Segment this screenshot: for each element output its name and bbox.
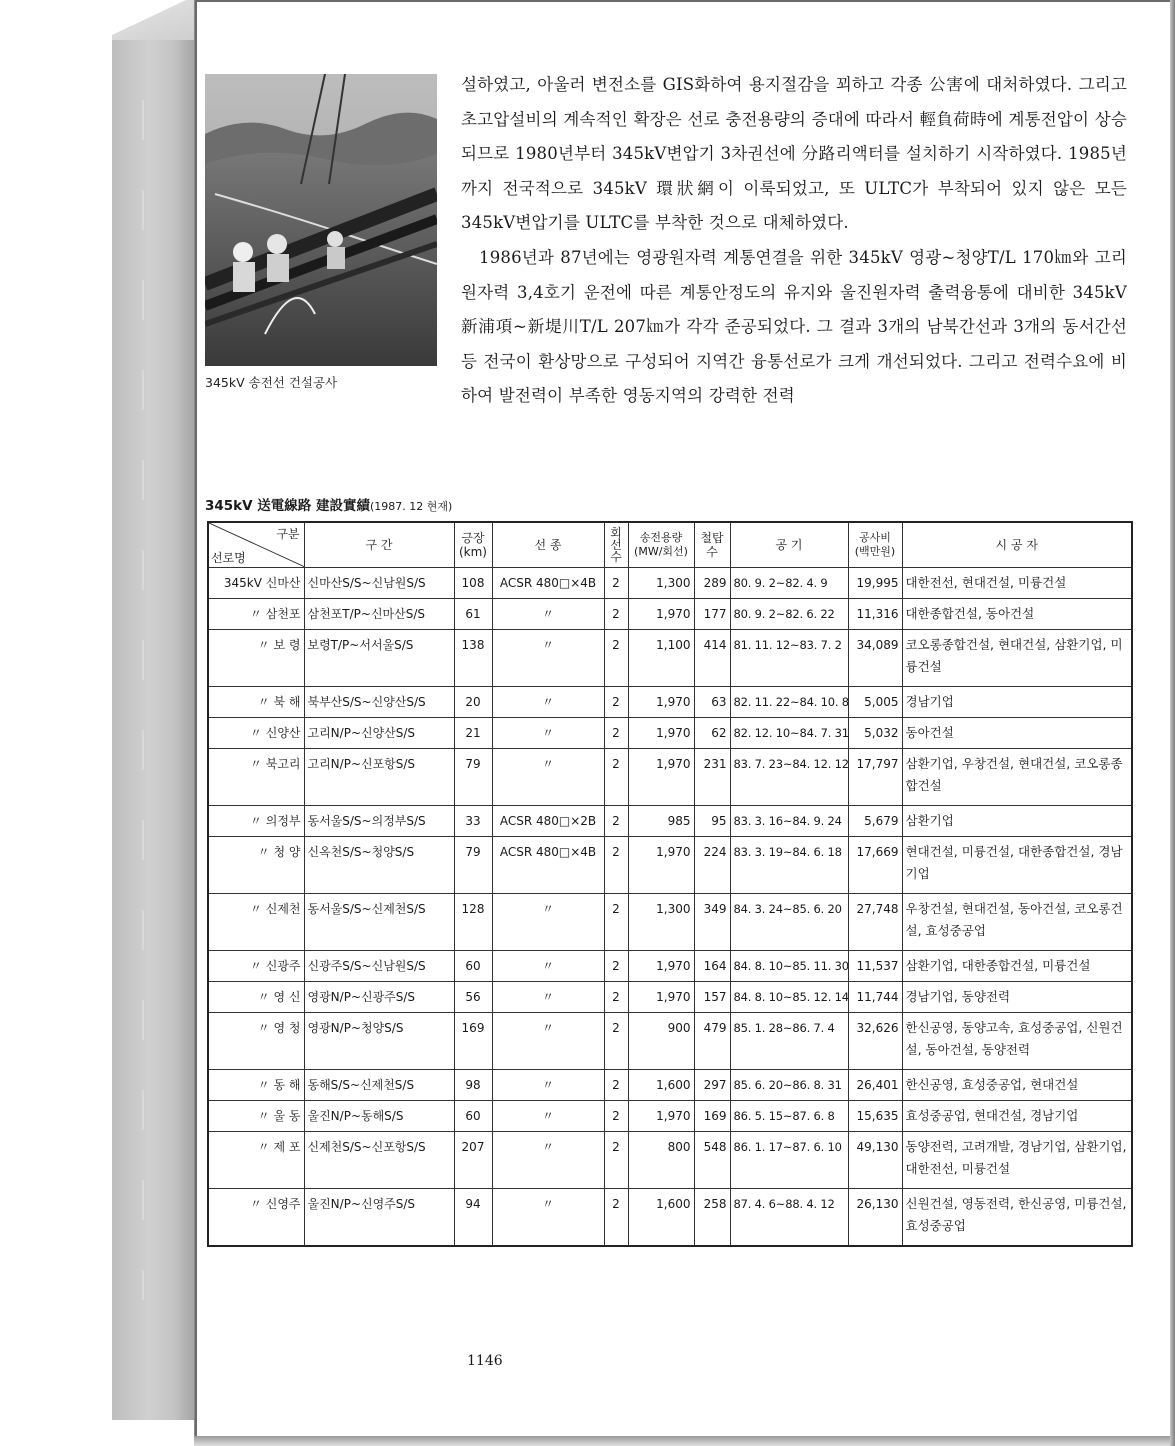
cell-cost: 26,401 — [848, 1070, 902, 1101]
table-row — [208, 630, 1132, 687]
table-row — [208, 1070, 1132, 1101]
cell-conductor: 〃 — [492, 718, 604, 749]
cell-section: 고리N/P~신포항S/S — [304, 749, 454, 806]
cell-conductor: 〃 — [492, 894, 604, 951]
cell-circuits: 2 — [604, 982, 628, 1013]
cell-conductor: 〃 — [492, 982, 604, 1013]
header-conductor: 선 종 — [492, 522, 604, 568]
cell-towers: 231 — [694, 749, 730, 806]
cell-length: 207 — [454, 1132, 492, 1189]
cell-section: 동서울S/S~의정부S/S — [304, 806, 454, 837]
cell-period: 85. 6. 20~86. 8. 31 — [730, 1070, 848, 1101]
cell-towers: 164 — [694, 951, 730, 982]
cell-line-name: 〃 북고리 — [208, 749, 304, 806]
cell-capacity: 1,600 — [628, 1070, 694, 1101]
cell-towers: 297 — [694, 1070, 730, 1101]
cell-conductor: 〃 — [492, 687, 604, 718]
cell-line-name: 〃 의정부 — [208, 806, 304, 837]
cell-period: 83. 3. 19~84. 6. 18 — [730, 837, 848, 894]
cell-period: 82. 12. 10~84. 7. 31 — [730, 718, 848, 749]
cell-contractor: 한신공영, 효성중공업, 현대건설 — [902, 1070, 1132, 1101]
cell-conductor: 〃 — [492, 1189, 604, 1247]
cell-section: 울진N/P~동해S/S — [304, 1101, 454, 1132]
cell-towers: 414 — [694, 630, 730, 687]
cell-conductor: 〃 — [492, 1132, 604, 1189]
cell-section: 동서울S/S~신제천S/S — [304, 894, 454, 951]
cell-towers: 63 — [694, 687, 730, 718]
cell-towers: 289 — [694, 568, 730, 599]
cell-length: 138 — [454, 630, 492, 687]
cell-towers: 548 — [694, 1132, 730, 1189]
table-title-main: 345kV 送電線路 建設實績 — [205, 498, 371, 514]
cell-conductor: 〃 — [492, 1101, 604, 1132]
cell-period: 83. 3. 16~84. 9. 24 — [730, 806, 848, 837]
cell-length: 61 — [454, 599, 492, 630]
cell-section: 신마산S/S~신남원S/S — [304, 568, 454, 599]
cell-capacity: 1,970 — [628, 749, 694, 806]
table-row — [208, 1013, 1132, 1070]
cell-circuits: 2 — [604, 630, 628, 687]
cell-cost: 19,995 — [848, 568, 902, 599]
cell-period: 80. 9. 2~82. 6. 22 — [730, 599, 848, 630]
cell-length: 169 — [454, 1013, 492, 1070]
header-towers: 철탑 수 — [694, 522, 730, 568]
cell-capacity: 1,970 — [628, 718, 694, 749]
cell-towers: 224 — [694, 837, 730, 894]
cell-conductor: ACSR 480□×4B — [492, 568, 604, 599]
cell-contractor: 삼환기업, 대한종합건설, 미륭건설 — [902, 951, 1132, 982]
cell-capacity: 1,600 — [628, 1189, 694, 1247]
cell-contractor: 현대건설, 미륭건설, 대한종합건설, 경남기업 — [902, 837, 1132, 894]
cell-section: 북부산S/S~신양산S/S — [304, 687, 454, 718]
cell-line-name: 〃 영 신 — [208, 982, 304, 1013]
page-right-edge — [1170, 0, 1175, 1446]
cell-line-name: 〃 신영주 — [208, 1189, 304, 1247]
cell-period: 86. 5. 15~87. 6. 8 — [730, 1101, 848, 1132]
cell-cost: 49,130 — [848, 1132, 902, 1189]
cell-line-name: 〃 북 해 — [208, 687, 304, 718]
cell-section: 울진N/P~신영주S/S — [304, 1189, 454, 1247]
cell-circuits: 2 — [604, 568, 628, 599]
book-spine — [112, 40, 194, 1420]
cell-contractor: 효성중공업, 현대건설, 경남기업 — [902, 1101, 1132, 1132]
cell-circuits: 2 — [604, 749, 628, 806]
cell-capacity: 1,970 — [628, 1101, 694, 1132]
table-row — [208, 1189, 1132, 1247]
cell-circuits: 2 — [604, 1070, 628, 1101]
cell-circuits: 2 — [604, 599, 628, 630]
cell-capacity: 800 — [628, 1132, 694, 1189]
cell-contractor: 대한전선, 현대건설, 미륭건설 — [902, 568, 1132, 599]
cell-conductor: 〃 — [492, 599, 604, 630]
cell-line-name: 〃 울 동 — [208, 1101, 304, 1132]
cell-section: 영광N/P~청양S/S — [304, 1013, 454, 1070]
body-text — [461, 68, 1127, 414]
table-row — [208, 1101, 1132, 1132]
cell-conductor: ACSR 480□×4B — [492, 837, 604, 894]
table-row — [208, 718, 1132, 749]
cell-length: 94 — [454, 1189, 492, 1247]
cell-towers: 479 — [694, 1013, 730, 1070]
cell-towers: 169 — [694, 1101, 730, 1132]
cell-length: 56 — [454, 982, 492, 1013]
header-section: 구 간 — [304, 522, 454, 568]
cell-cost: 17,797 — [848, 749, 902, 806]
header-line-name: 선로명 — [211, 551, 246, 565]
table-row — [208, 837, 1132, 894]
cell-line-name: 〃 삼천포 — [208, 599, 304, 630]
cell-period: 84. 3. 24~85. 6. 20 — [730, 894, 848, 951]
construction-table — [207, 521, 1133, 1247]
cell-line-name: 〃 청 양 — [208, 837, 304, 894]
cell-conductor: 〃 — [492, 1013, 604, 1070]
cell-period: 82. 11. 22~84. 10. 8 — [730, 687, 848, 718]
cell-towers: 258 — [694, 1189, 730, 1247]
cell-capacity: 1,100 — [628, 630, 694, 687]
cell-period: 86. 1. 17~87. 6. 10 — [730, 1132, 848, 1189]
cell-circuits: 2 — [604, 951, 628, 982]
table-row — [208, 806, 1132, 837]
cell-circuits: 2 — [604, 837, 628, 894]
cell-length: 21 — [454, 718, 492, 749]
cell-contractor: 동양전력, 고려개발, 경남기업, 삼환기업, 대한전선, 미륭건설 — [902, 1132, 1132, 1189]
cell-contractor: 동아건설 — [902, 718, 1132, 749]
cell-cost: 5,005 — [848, 687, 902, 718]
header-period: 공 기 — [730, 522, 848, 568]
cell-circuits: 2 — [604, 1189, 628, 1247]
table-title-date: (1987. 12 현재) — [370, 500, 453, 513]
cell-conductor: 〃 — [492, 630, 604, 687]
cell-conductor: 〃 — [492, 1070, 604, 1101]
header-capacity: 송전용량 (MW/회선) — [628, 522, 694, 568]
cell-towers: 177 — [694, 599, 730, 630]
cell-length: 79 — [454, 837, 492, 894]
cell-length: 60 — [454, 951, 492, 982]
cell-capacity: 1,970 — [628, 837, 694, 894]
cell-circuits: 2 — [604, 806, 628, 837]
cell-cost: 11,537 — [848, 951, 902, 982]
cell-cost: 15,635 — [848, 1101, 902, 1132]
cell-line-name: 345kV 신마산 — [208, 568, 304, 599]
header-contractor: 시 공 자 — [902, 522, 1132, 568]
cell-section: 신광주S/S~신남원S/S — [304, 951, 454, 982]
cell-conductor: ACSR 480□×2B — [492, 806, 604, 837]
cell-line-name: 〃 신양산 — [208, 718, 304, 749]
cell-cost: 32,626 — [848, 1013, 902, 1070]
cell-towers: 62 — [694, 718, 730, 749]
header-cost: 공사비 (백만원) — [848, 522, 902, 568]
table-row — [208, 1132, 1132, 1189]
cell-period: 81. 11. 12~83. 7. 2 — [730, 630, 848, 687]
page-number: 1146 — [467, 1353, 503, 1369]
cell-conductor: 〃 — [492, 951, 604, 982]
photo-caption: 345kV 송전선 건설공사 — [205, 375, 338, 390]
cell-cost: 17,669 — [848, 837, 902, 894]
table-body — [208, 568, 1132, 1247]
cell-length: 33 — [454, 806, 492, 837]
cell-circuits: 2 — [604, 894, 628, 951]
cell-line-name: 〃 동 해 — [208, 1070, 304, 1101]
cell-capacity: 1,300 — [628, 568, 694, 599]
cell-capacity: 1,300 — [628, 894, 694, 951]
cell-length: 98 — [454, 1070, 492, 1101]
cell-section: 신옥천S/S~청양S/S — [304, 837, 454, 894]
cell-section: 고리N/P~신양산S/S — [304, 718, 454, 749]
cell-period: 84. 8. 10~85. 11. 30 — [730, 951, 848, 982]
cell-capacity: 985 — [628, 806, 694, 837]
cell-period: 85. 1. 28~86. 7. 4 — [730, 1013, 848, 1070]
header-category: 구분 — [276, 527, 300, 541]
cell-period: 84. 8. 10~85. 12. 14 — [730, 982, 848, 1013]
cell-line-name: 〃 영 청 — [208, 1013, 304, 1070]
cell-length: 60 — [454, 1101, 492, 1132]
table-title — [205, 494, 452, 514]
cell-circuits: 2 — [604, 1132, 628, 1189]
header-length: 긍장 (km) — [454, 522, 492, 568]
cell-capacity: 1,970 — [628, 951, 694, 982]
cell-section: 신제천S/S~신포항S/S — [304, 1132, 454, 1189]
cell-contractor: 신원건설, 영동전력, 한신공영, 미륭건설, 효성중공업 — [902, 1189, 1132, 1247]
cell-circuits: 2 — [604, 718, 628, 749]
cell-capacity: 1,970 — [628, 982, 694, 1013]
table-header-row — [208, 522, 1132, 568]
cell-cost: 11,316 — [848, 599, 902, 630]
cell-line-name: 〃 보 령 — [208, 630, 304, 687]
cell-section: 보령T/P~서서울S/S — [304, 630, 454, 687]
cell-towers: 349 — [694, 894, 730, 951]
cell-circuits: 2 — [604, 687, 628, 718]
table-row — [208, 568, 1132, 599]
cell-period: 87. 4. 6~88. 4. 12 — [730, 1189, 848, 1247]
cell-contractor: 경남기업 — [902, 687, 1132, 718]
cell-cost: 5,032 — [848, 718, 902, 749]
table-row — [208, 687, 1132, 718]
cell-circuits: 2 — [604, 1101, 628, 1132]
header-diagonal — [208, 522, 304, 568]
cell-contractor: 대한종합건설, 동아건설 — [902, 599, 1132, 630]
cell-cost: 27,748 — [848, 894, 902, 951]
paragraph-1: 설하였고, 아울러 변전소를 GIS화하여 용지절감을 꾀하고 각종 公害에 대처하였다. 그리고 초고압설비의 계속적인 확장은 선로 충전용량의 증대에 따라서 輕負荷時에 계통전압이 상승되므로 1980년부터 345kV변압기 3차권선에 分路리액터를 설치하기 시작하였다. 1985년까지 전국적으로 345kV 環狀網이 이룩되었고, 또 ULTC가 부착되어 있지 않은 모든 345kV변압기를 ULTC를 부착한 것으로 대체하였다. — [461, 75, 1127, 233]
cell-circuits: 2 — [604, 1013, 628, 1070]
cell-capacity: 1,970 — [628, 687, 694, 718]
cell-length: 108 — [454, 568, 492, 599]
table-row — [208, 749, 1132, 806]
cell-length: 79 — [454, 749, 492, 806]
header-circuits: 회 선 수 — [604, 522, 628, 568]
cell-contractor: 경남기업, 동양전력 — [902, 982, 1132, 1013]
paragraph-2: 1986년과 87년에는 영광원자력 계통연결을 위한 345kV 영광~청양T/L 170㎞와 고리원자력 3,4호기 운전에 따른 계통안정도의 유지와 울진원자력 출력융통에 대비한 345kV 新浦項~新堤川T/L 207㎞가 각각 준공되었다. 그 결과 3개의 남북간선과 3개의 동서간선 등 전국이 환상망으로 구성되어 지역간 융통선로가 크게 개선되었다. 그리고 전력수요에 비하여 발전력이 부족한 영동지역의 강력한 전력 — [461, 247, 1127, 406]
cell-cost: 26,130 — [848, 1189, 902, 1247]
cell-cost: 34,089 — [848, 630, 902, 687]
cell-towers: 157 — [694, 982, 730, 1013]
cell-conductor: 〃 — [492, 749, 604, 806]
cell-contractor: 코오롱종합건설, 현대건설, 삼환기업, 미륭건설 — [902, 630, 1132, 687]
table-row — [208, 894, 1132, 951]
cell-period: 83. 7. 23~84. 12. 12 — [730, 749, 848, 806]
cell-line-name: 〃 제 포 — [208, 1132, 304, 1189]
cell-towers: 95 — [694, 806, 730, 837]
cell-cost: 5,679 — [848, 806, 902, 837]
cell-line-name: 〃 신제천 — [208, 894, 304, 951]
cell-contractor: 우창건설, 현대건설, 동아건설, 코오롱건설, 효성중공업 — [902, 894, 1132, 951]
page-bottom-edge — [194, 1436, 1175, 1446]
cell-period: 80. 9. 2~82. 4. 9 — [730, 568, 848, 599]
cell-length: 128 — [454, 894, 492, 951]
cell-length: 20 — [454, 687, 492, 718]
cell-section: 동해S/S~신제천S/S — [304, 1070, 454, 1101]
cell-capacity: 900 — [628, 1013, 694, 1070]
photo-construction — [205, 74, 437, 366]
table-row — [208, 599, 1132, 630]
table-row — [208, 951, 1132, 982]
cell-contractor: 삼환기업, 우창건설, 현대건설, 코오롱종합건설 — [902, 749, 1132, 806]
cell-cost: 11,744 — [848, 982, 902, 1013]
cell-section: 삼천포T/P~신마산S/S — [304, 599, 454, 630]
table-row — [208, 982, 1132, 1013]
cell-contractor: 삼환기업 — [902, 806, 1132, 837]
cell-capacity: 1,970 — [628, 599, 694, 630]
cell-line-name: 〃 신광주 — [208, 951, 304, 982]
cell-contractor: 한신공영, 동양고속, 효성중공업, 신원건설, 동아건설, 동양전력 — [902, 1013, 1132, 1070]
cell-section: 영광N/P~신광주S/S — [304, 982, 454, 1013]
